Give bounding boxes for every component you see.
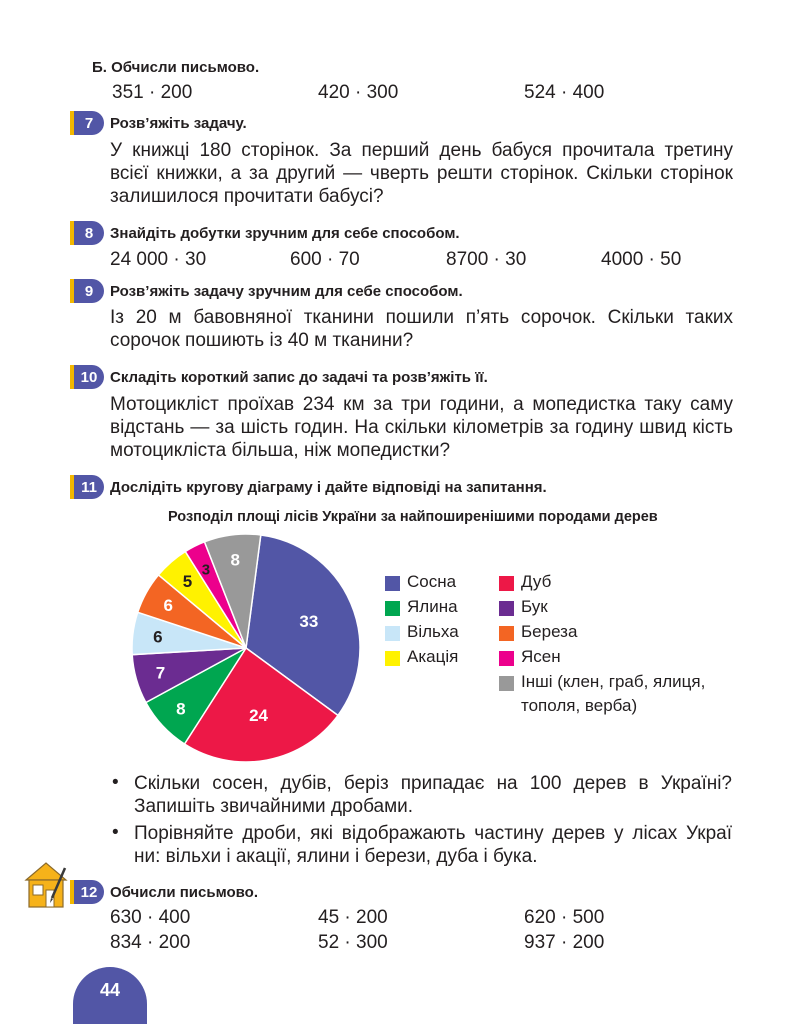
pie-label-4: 6 (153, 627, 163, 647)
task-number-badge: 11 (70, 475, 104, 499)
pie-label-8: 8 (230, 550, 240, 570)
question-text: Скільки сосен, дубів, беріз припадає на 100 дерев в Україні? Запишіть звичайними дробами. (134, 773, 732, 817)
task-header: Розв’яжіть задачу. (110, 115, 247, 132)
legend-swatch-right-1 (499, 601, 514, 616)
expression: 630 · 400 (110, 907, 191, 928)
task-header: Дослідіть кругову діаграму і дайте відповіді на запитання. (110, 479, 547, 496)
pie-label-3: 7 (155, 663, 166, 683)
task-header: Складіть короткий запис до задачі та розв’яжіть її. (110, 369, 488, 386)
task-number-badge: 12 (70, 880, 104, 904)
expression: 4000 · 50 (601, 249, 682, 270)
question-text: Порівняйте дроби, які відображають частину дерев у лісах Украї ни: вільхи і акації, ялини і берези, дуба і бука. (134, 823, 732, 867)
pie-label-5: 6 (163, 595, 173, 615)
page-number: 44 (73, 967, 147, 1024)
pie-label-2: 8 (176, 699, 186, 719)
expression: 834 · 200 (110, 932, 191, 953)
task-number-badge: 7 (70, 111, 104, 135)
task-header: Обчисли письмово. (110, 884, 259, 901)
pie-label-6: 5 (182, 572, 193, 592)
expression: 52 · 300 (318, 932, 388, 953)
pie-label-0: 33 (299, 612, 319, 632)
task-header: Розв’яжіть задачу зручним для себе способом. (110, 283, 463, 300)
legend-label-left-3: Акація (407, 647, 459, 666)
legend-label-right-1: Бук (521, 597, 548, 616)
legend-swatch-left-2 (385, 626, 400, 641)
legend-swatch-right-3 (499, 651, 514, 666)
legend-label-left-1: Ялина (407, 597, 458, 616)
expression: 937 · 200 (524, 932, 605, 953)
task-text: Із 20 м бавовняної тканини пошили п’ять сорочок. Скільки таких сорочок пошиють із 40 м тканини? (110, 307, 733, 351)
task-header: Знайдіть добутки зручним для себе способом. (110, 225, 460, 242)
expression: 24 000 · 30 (110, 249, 207, 270)
legend-label-right-2: Береза (521, 622, 578, 641)
legend-label-right-4-line2: тополя, верба) (521, 696, 638, 715)
pie-label-7: 3 (201, 561, 211, 579)
expression: 620 · 500 (524, 907, 605, 928)
task-number-badge: 10 (70, 365, 104, 389)
legend-label-right-3: Ясен (521, 647, 561, 666)
expression: 524 · 400 (524, 82, 605, 103)
legend-swatch-right-4 (499, 676, 514, 691)
legend-swatch-left-1 (385, 601, 400, 616)
legend-swatch-right-2 (499, 626, 514, 641)
chart-title: Розподіл площі лісів України за найпоширенішими породами дерев (168, 509, 658, 525)
house-icon (22, 860, 74, 910)
task-text: У книжці 180 сторінок. За перший день бабуся прочитала третину всієї книжки, а за другий — чверть решти сторінок. Скільки сторінок залишилося прочитати бабусі? (110, 140, 733, 207)
task-text: Мотоцикліст проїхав 234 км за три години, а мопедистка таку саму відстань — за шість годин. На скільки кілометрів за годину швид кість мотоцикліста більша, ніж мопедистки? (110, 394, 733, 461)
legend-label-right-0: Дуб (521, 572, 552, 591)
legend-label-left-0: Сосна (407, 572, 457, 591)
pie-label-1: 24 (249, 706, 268, 726)
expression: 600 · 70 (290, 249, 360, 270)
bullet-dot: • (112, 822, 119, 843)
expression: 420 · 300 (318, 82, 399, 103)
legend-swatch-left-0 (385, 576, 400, 591)
expression: 45 · 200 (318, 907, 388, 928)
pie-chart (120, 528, 370, 768)
legend-swatch-right-0 (499, 576, 514, 591)
section-b-header: Б. Обчисли письмово. (92, 59, 260, 76)
legend-label-left-2: Вільха (407, 622, 459, 641)
expression: 8700 · 30 (446, 249, 527, 270)
bullet-dot: • (112, 772, 119, 793)
legend-swatch-left-3 (385, 651, 400, 666)
task-number-badge: 8 (70, 221, 104, 245)
expression: 351 · 200 (112, 82, 193, 103)
task-number-badge: 9 (70, 279, 104, 303)
legend-label-right-4: Інші (клен, граб, ялиця, (521, 672, 706, 691)
